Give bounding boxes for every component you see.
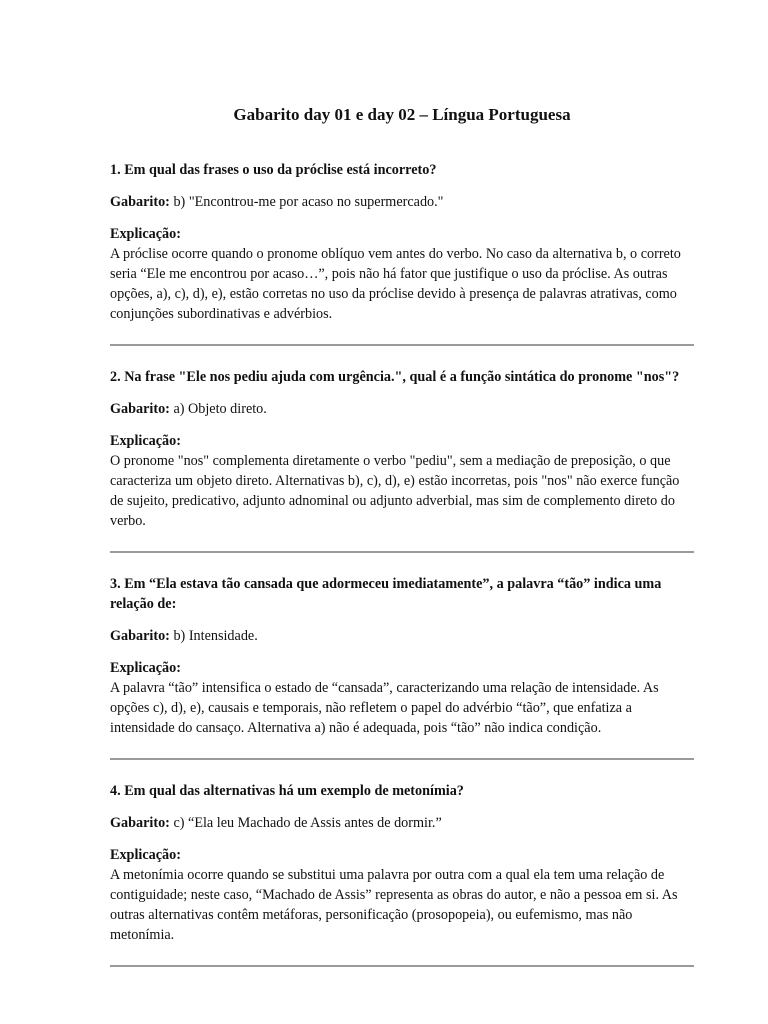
answer-text: a) Objeto direto. <box>173 401 267 417</box>
explanation-text: O pronome "nos" complementa diretamente o verbo "pediu", sem a mediação de preposição, o que caracteriza um objeto direto. Alternativas b), c), d), e) estão incorretas, pois "nos" não exerce função de sujeito, predicativo, adjunto adnominal ou adjunto adverbial, mas sim de complemento direto do verbo. <box>110 453 680 529</box>
section-divider <box>110 758 694 760</box>
section-divider <box>110 344 694 346</box>
answer-line <box>110 626 694 646</box>
answer-line <box>110 192 694 212</box>
answer-label: Gabarito: <box>110 401 170 417</box>
document-title: Gabarito day 01 e day 02 – Língua Portuguesa <box>233 105 571 124</box>
question-text: 2. Na frase "Ele nos pediu ajuda com urgência.", qual é a função sintática do pronome "nos"? <box>110 369 680 385</box>
question-text: 1. Em qual das frases o uso da próclise está incorreto? <box>110 162 437 178</box>
answer-label: Gabarito: <box>110 815 170 831</box>
explanation-label: Explicação: <box>110 847 181 863</box>
section-divider <box>110 965 694 967</box>
answer-text: b) Intensidade. <box>173 628 258 644</box>
answer-text: b) "Encontrou-me por acaso no supermercado." <box>173 194 444 210</box>
question-block-2 <box>110 367 694 531</box>
question-block-1 <box>110 160 694 324</box>
answer-label: Gabarito: <box>110 628 170 644</box>
answer-label: Gabarito: <box>110 194 170 210</box>
section-divider <box>110 551 694 553</box>
explanation-label: Explicação: <box>110 660 181 676</box>
answer-line <box>110 813 694 833</box>
explanation-label: Explicação: <box>110 433 181 449</box>
explanation-label: Explicação: <box>110 226 181 242</box>
explanation-text: A metonímia ocorre quando se substitui uma palavra por outra com a qual ela tem uma relação de contiguidade; neste caso, “Machado de Assis” representa as obras do autor, e não a pessoa em si. As outras alternativas contêm metáforas, personificação (prosopopeia), ou eufemismo, mas não metonímia. <box>110 867 678 943</box>
answer-line <box>110 399 694 419</box>
question-block-3 <box>110 574 694 738</box>
explanation-text: A palavra “tão” intensifica o estado de “cansada”, caracterizando uma relação de intensidade. As opções c), d), e), causais e temporais, não refletem o papel do advérbio “tão”, que enfatiza a intensidade do cansaço. Alternativa a) não é adequada, pois “tão” não indica condição. <box>110 680 659 736</box>
question-block-4 <box>110 781 694 945</box>
question-text: 3. Em “Ela estava tão cansada que adormeceu imediatamente”, a palavra “tão” indica uma relação de: <box>110 576 662 612</box>
question-text: 4. Em qual das alternativas há um exemplo de metonímia? <box>110 783 464 799</box>
explanation-text: A próclise ocorre quando o pronome oblíquo vem antes do verbo. No caso da alternativa b, o correto seria “Ele me encontrou por acaso…”, pois não há fator que justifique o uso da próclise. As outras opções, a), c), d), e), estão corretas no uso da próclise devido à presença de palavras atrativas, como conjunções subordinativas e advérbios. <box>110 246 681 322</box>
answer-text: c) “Ela leu Machado de Assis antes de dormir.” <box>173 815 442 831</box>
